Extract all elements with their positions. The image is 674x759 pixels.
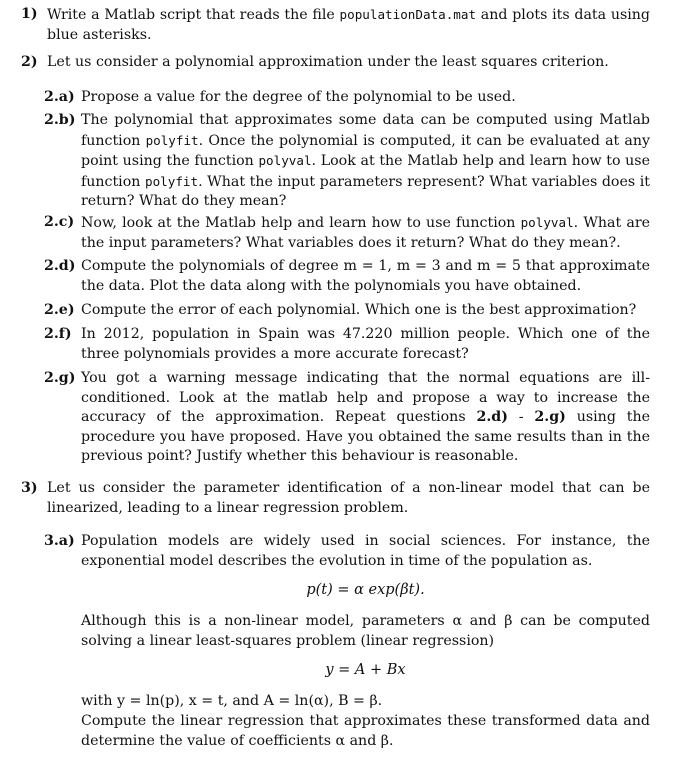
subquestion-text: Now, look at the Matlab help and learn how to use function polyval. What are the input parameters? What variables does it return? What do they mean?. — [81, 215, 650, 251]
subquestion-paragraph: with y = ln(p), x = t, and A = ln(α), B = β. — [81, 693, 383, 709]
subquestion-paragraph: Although this is a non-linear model, parameters α and β can be computed solving a linear least-squares problem (linear regression) — [81, 613, 650, 649]
subquestion-number: 2.f) — [44, 326, 72, 342]
subquestion-number: 3.a) — [44, 533, 75, 549]
question-text: Write a Matlab script that reads the file populationData.mat and plots its data using blue asterisks. — [47, 7, 650, 43]
subquestion-paragraph: Compute the linear regression that approximates these transformed data and determine the value of coefficients α and β. — [81, 713, 650, 749]
subquestion-text: You got a warning message indicating that the normal equations are ill-conditioned. Look at the matlab help and propose a way to increase the accuracy of the approximation. Repeat questions 2.d) - 2.g) using the procedure you have proposed. Have you obtained the same results than in the previous point? Justify whether this behaviour is reasonable. — [81, 370, 650, 464]
subquestion-paragraph: Population models are widely used in social sciences. For instance, the exponential model describes the evolution in time of the population as. — [81, 533, 650, 569]
subquestion-number: 2.a) — [44, 89, 75, 105]
subquestion-number: 2.g) — [44, 370, 76, 386]
subquestion-number: 2.e) — [44, 302, 75, 318]
code-function: polyfit — [145, 173, 199, 189]
question-number: 3) — [21, 480, 38, 496]
question-text: Let us consider the parameter identification of a non-linear model that can be linearized, leading to a linear regression problem. — [47, 480, 650, 516]
code-filename: populationData.mat — [339, 7, 477, 22]
question-number: 2) — [21, 54, 38, 70]
code-function: polyval — [520, 215, 574, 230]
subquestion-text: Compute the polynomials of degree m = 1, m = 3 and m = 5 that approximate the data. Plot the data along with the polynomials you have obtained. — [81, 258, 650, 294]
code-function: polyfit — [145, 132, 199, 148]
question-number: 1) — [21, 6, 38, 22]
question-text: Let us consider a polynomial approximation under the least squares criterion. — [47, 54, 609, 70]
subquestion-number: 2.b) — [44, 112, 76, 128]
subquestion-number: 2.c) — [44, 214, 75, 230]
code-function: polyval — [258, 153, 312, 168]
question-reference: 2.d) — [476, 409, 508, 425]
question-reference: 2.g) — [534, 409, 566, 425]
subquestion-number: 2.d) — [44, 258, 76, 274]
subquestion-text: The polynomial that approximates some data can be computed using Matlab function polyfit. Once the polynomial is computed, it can be evaluated at any point using the function polyval. Look at the Matlab help and learn how to use function polyfit. What the input parameters represent? What variables does it return? What do they mean? — [81, 112, 651, 209]
equation-exponential-model: p(t) = α exp(βt). — [306, 582, 425, 598]
subquestion-text: In 2012, population in Spain was 47.220 million people. Which one of the three polynomials provides a more accurate forecast? — [81, 326, 650, 362]
subquestion-text: Propose a value for the degree of the polynomial to be used. — [81, 89, 516, 105]
subquestion-text: Compute the error of each polynomial. Which one is the best approximation? — [81, 302, 637, 318]
equation-linear-model: y = A + Bx — [325, 662, 406, 678]
